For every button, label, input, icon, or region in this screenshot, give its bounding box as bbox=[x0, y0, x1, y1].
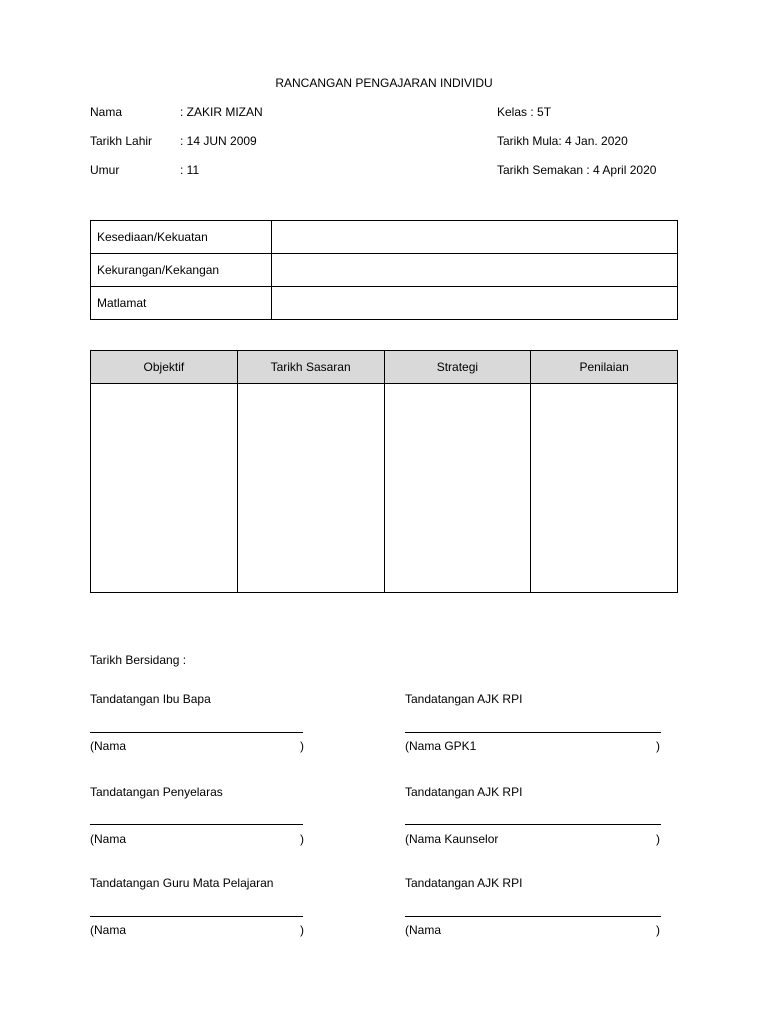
signature-line bbox=[405, 916, 661, 917]
column-header-strategi: Strategi bbox=[384, 351, 531, 384]
signature-line bbox=[90, 732, 303, 733]
table-row bbox=[91, 221, 678, 254]
table-row bbox=[91, 287, 678, 320]
column-header-tarikh-sasaran: Tarikh Sasaran bbox=[237, 351, 384, 384]
signature-close-paren: ) bbox=[300, 739, 304, 753]
signature-name: (Nama bbox=[405, 923, 442, 937]
profile-row-value bbox=[272, 254, 678, 287]
tarikh-lahir-value: : 14 JUN 2009 bbox=[180, 134, 257, 148]
tarikh-lahir-label: Tarikh Lahir bbox=[90, 134, 153, 148]
signature-title: Tandatangan AJK RPI bbox=[405, 785, 523, 799]
kelas-value: Kelas : 5T bbox=[497, 105, 552, 119]
table-row bbox=[91, 254, 678, 287]
umur-label: Umur bbox=[90, 163, 120, 177]
table-row bbox=[91, 384, 678, 593]
table-cell bbox=[531, 384, 678, 593]
plan-table bbox=[90, 350, 678, 593]
signature-title: Tandatangan Ibu Bapa bbox=[90, 692, 211, 706]
profile-row-label: Kesediaan/Kekuatan bbox=[91, 221, 272, 254]
nama-label: Nama bbox=[90, 105, 123, 119]
profile-row-label: Kekurangan/Kekangan bbox=[91, 254, 272, 287]
table-cell bbox=[384, 384, 531, 593]
document-title: RANCANGAN PENGAJARAN INDIVIDU bbox=[275, 76, 493, 90]
tarikh-bersidang-label: Tarikh Bersidang : bbox=[90, 653, 187, 667]
profile-row-label: Matlamat bbox=[91, 287, 272, 320]
signature-close-paren: ) bbox=[300, 832, 304, 846]
profile-row-value bbox=[272, 287, 678, 320]
signature-name: (Nama bbox=[90, 832, 127, 846]
tarikh-mula-value: Tarikh Mula: 4 Jan. 2020 bbox=[497, 134, 628, 148]
signature-title: Tandatangan AJK RPI bbox=[405, 876, 523, 890]
signature-close-paren: ) bbox=[656, 832, 660, 846]
signature-line bbox=[90, 916, 303, 917]
umur-value: : 11 bbox=[180, 163, 200, 177]
signature-name: (Nama bbox=[90, 923, 127, 937]
tarikh-semakan-value: Tarikh Semakan : 4 April 2020 bbox=[497, 163, 657, 177]
signature-line bbox=[405, 732, 661, 733]
signature-name: (Nama bbox=[90, 739, 127, 753]
signature-title: Tandatangan Guru Mata Pelajaran bbox=[90, 876, 274, 890]
signature-line bbox=[90, 824, 303, 825]
signature-title: Tandatangan AJK RPI bbox=[405, 692, 523, 706]
signature-close-paren: ) bbox=[300, 923, 304, 937]
signature-close-paren: ) bbox=[656, 739, 660, 753]
table-header-row bbox=[91, 351, 678, 384]
table-cell bbox=[237, 384, 384, 593]
profile-table bbox=[90, 220, 678, 320]
signature-name: (Nama GPK1 bbox=[405, 739, 477, 753]
column-header-objektif: Objektif bbox=[91, 351, 238, 384]
signature-title: Tandatangan Penyelaras bbox=[90, 785, 223, 799]
signature-name: (Nama Kaunselor bbox=[405, 832, 499, 846]
column-header-penilaian: Penilaian bbox=[531, 351, 678, 384]
nama-value: : ZAKIR MIZAN bbox=[180, 105, 263, 119]
table-cell bbox=[91, 384, 238, 593]
signature-close-paren: ) bbox=[656, 923, 660, 937]
signature-line bbox=[405, 824, 661, 825]
profile-row-value bbox=[272, 221, 678, 254]
